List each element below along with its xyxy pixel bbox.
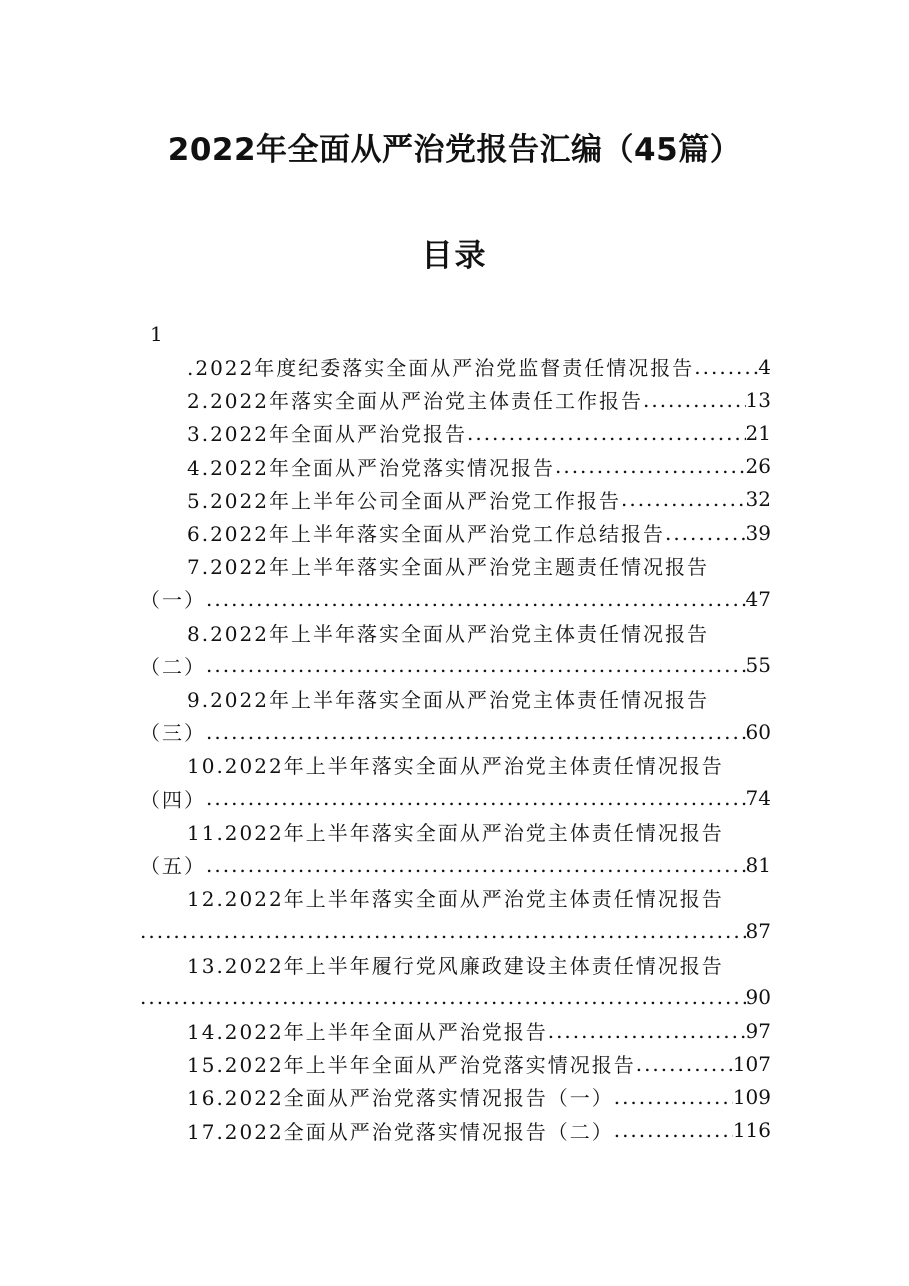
toc-entry-title: 4.2022年全面从严治党落实情况报告: [187, 455, 555, 480]
toc-entry[interactable]: [187, 383, 771, 416]
toc-entry-title: 2.2022年落实全面从严治党主体责任工作报告: [187, 389, 643, 414]
toc-leader-dots: [614, 1118, 733, 1142]
toc-entry[interactable]: [187, 1080, 771, 1113]
toc-entry[interactable]: [187, 1047, 771, 1080]
toc-entry-continuation[interactable]: [140, 715, 771, 748]
toc-page-number: 4: [758, 354, 771, 379]
toc-leader-dots: [643, 388, 746, 412]
toc-entry[interactable]: [187, 682, 771, 715]
toc-entry-title: （一）: [140, 588, 206, 613]
toc-page-number: 74: [745, 786, 771, 811]
toc-page-number: 109: [732, 1084, 771, 1109]
toc-entry-continuation[interactable]: [140, 914, 771, 947]
toc-entry[interactable]: [187, 1014, 771, 1047]
toc-page-number: 26: [745, 454, 771, 479]
toc-leader-dots: [665, 521, 746, 545]
toc-entry-continuation[interactable]: [140, 782, 771, 815]
toc-entry-title: 14.2022年上半年全面从严治党报告: [187, 1020, 548, 1044]
toc-entry[interactable]: [187, 1114, 771, 1147]
toc-page-number: 39: [745, 520, 771, 545]
toc-marker: 1: [150, 322, 163, 346]
toc-page-number: 13: [745, 387, 771, 412]
toc-page-number: 47: [745, 586, 771, 611]
toc-leader-dots: [621, 487, 746, 511]
toc-entry[interactable]: [187, 483, 771, 516]
toc-entry[interactable]: [187, 815, 771, 848]
toc-entry[interactable]: [187, 948, 771, 981]
toc-leader-dots: [636, 1052, 733, 1076]
toc-entry-title: 6.2022年上半年落实全面从严治党工作总结报告: [187, 522, 665, 546]
toc-leader-dots: [206, 653, 746, 677]
toc-entry[interactable]: [187, 549, 771, 582]
toc-leader-dots: [206, 587, 746, 611]
toc-heading: 目录: [421, 238, 488, 274]
toc-entry-title: 12.2022年上半年落实全面从严治党主体责任情况报告: [187, 887, 724, 912]
toc-entry-title: 15.2022年上半年全面从严治党落实情况报告: [187, 1053, 636, 1078]
toc-entry[interactable]: [187, 616, 771, 649]
toc-entry[interactable]: [187, 416, 771, 449]
toc-page-number: 32: [745, 487, 771, 512]
toc-page-number: 60: [745, 719, 771, 744]
toc-entry-title: 10.2022年上半年落实全面从严治党主体责任情况报告: [187, 754, 724, 779]
toc-entry-title: 5.2022年上半年公司全面从严治党工作报告: [187, 488, 621, 513]
toc-entry-title: 9.2022年上半年落实全面从严治党主体责任情况报告: [187, 688, 709, 712]
toc-entry-continuation[interactable]: [140, 848, 771, 881]
document-title: 2022年全面从严治党报告汇编（45篇）: [167, 132, 742, 168]
toc-entry[interactable]: [187, 350, 771, 383]
toc-leader-dots: [140, 919, 746, 943]
toc-entry-title: 16.2022全面从严治党落实情况报告（一）: [187, 1086, 614, 1111]
toc-page-number: 87: [745, 918, 771, 943]
toc-entry-continuation[interactable]: [140, 649, 771, 682]
toc-entry-title: 3.2022年全面从严治党报告: [187, 422, 467, 447]
toc-leader-dots: [694, 355, 758, 379]
toc-page-number: 81: [745, 852, 771, 877]
toc-entry[interactable]: [187, 748, 771, 781]
toc-entry[interactable]: [187, 516, 771, 549]
toc-entry-title: 8.2022年上半年落实全面从严治党主体责任情况报告: [187, 621, 709, 646]
toc-entry-title: 7.2022年上半年落实全面从严治党主题责任情况报告: [187, 555, 709, 580]
toc-leader-dots: [206, 720, 746, 744]
toc-entry[interactable]: [187, 881, 771, 914]
toc-entry-title: 13.2022年上半年履行党风廉政建设主体责任情况报告: [187, 953, 724, 978]
toc-page-number: 107: [732, 1051, 771, 1076]
toc-page-number: 97: [745, 1018, 771, 1043]
toc-entry-title: （四）: [140, 787, 206, 812]
toc-entry-title: .2022年度纪委落实全面从严治党监督责任情况报告: [187, 356, 695, 380]
toc-leader-dots: [614, 1085, 733, 1109]
toc-page-number: 55: [745, 653, 771, 678]
toc-entry-title: （二）: [140, 654, 206, 679]
toc-entry-title: 17.2022全面从严治党落实情况报告（二）: [187, 1119, 614, 1144]
toc-leader-dots: [555, 454, 746, 478]
toc-leader-dots: [206, 853, 746, 877]
toc-page-number: 116: [732, 1118, 771, 1143]
toc-entry[interactable]: [187, 450, 771, 483]
toc-leader-dots: [548, 1019, 746, 1043]
toc-page-number: 21: [745, 420, 771, 445]
toc-entry-title: 11.2022年上半年落实全面从严治党主体责任情况报告: [187, 820, 724, 845]
toc-leader-dots: [467, 421, 746, 445]
toc-leader-dots: [206, 786, 746, 810]
toc-entry-continuation[interactable]: [140, 981, 771, 1014]
toc-entry-title: （三）: [140, 721, 206, 746]
toc-leader-dots: [140, 985, 746, 1009]
toc-entry-title: （五）: [140, 854, 206, 878]
toc-entry-continuation[interactable]: [140, 582, 771, 615]
toc-page-number: 90: [745, 985, 771, 1010]
